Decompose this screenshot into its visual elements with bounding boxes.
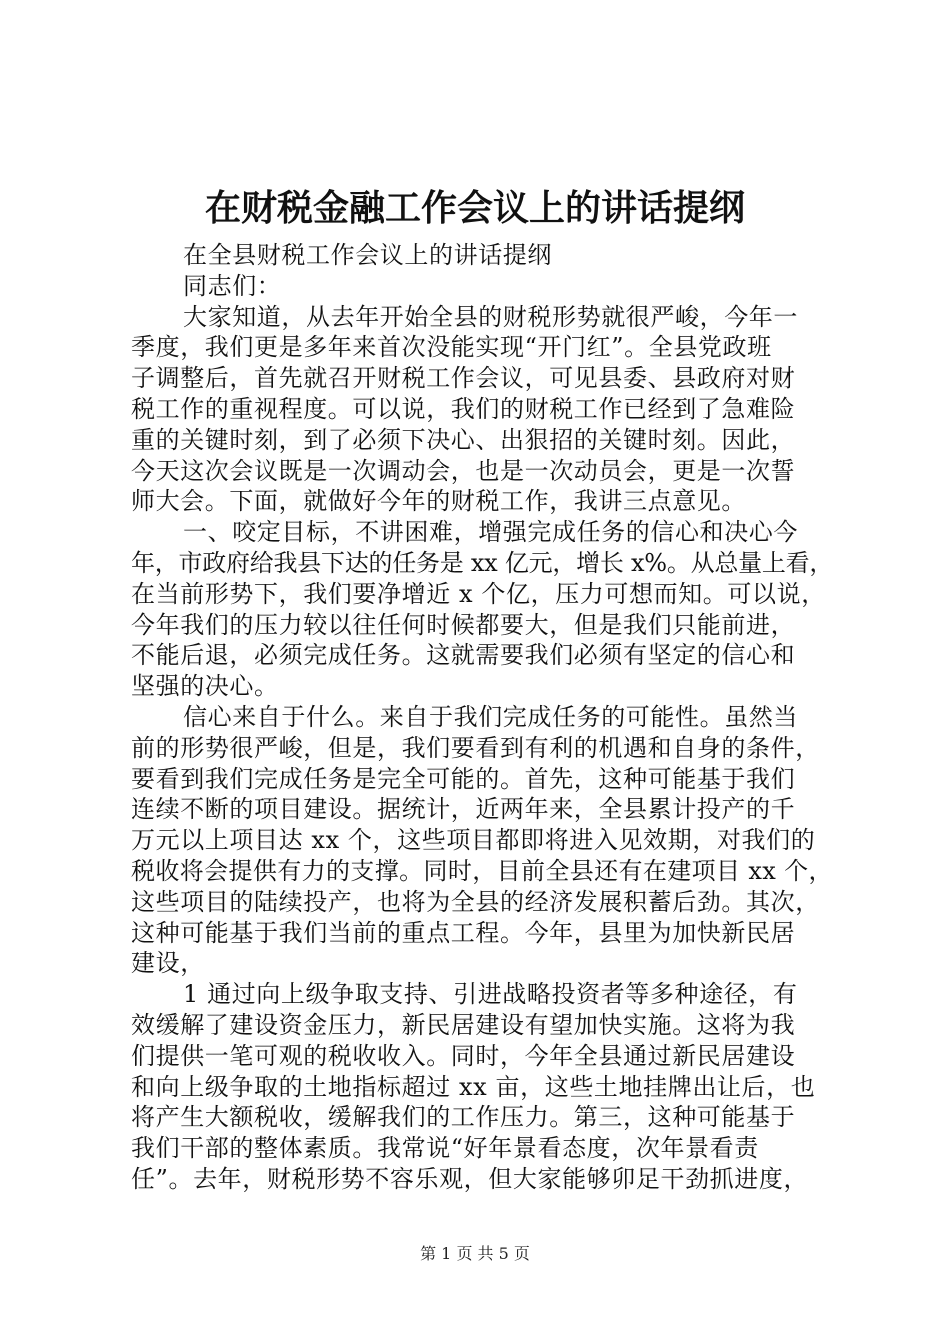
body-line: 在当前形势下，我们要净增近 x 个亿，压力可想而知。可以说， (131, 579, 826, 608)
body-line: 们提供一笔可观的税收收入。同时，今年全县通过新民居建设 (131, 1041, 796, 1070)
page-footer: 第 1 页 共 5 页 (420, 1244, 530, 1263)
body-line: 今天这次会议既是一次调动会，也是一次动员会，更是一次誓 (131, 456, 796, 485)
body-line: 前的形势很严峻，但是，我们要看到有利的机遇和自身的条件， (131, 733, 820, 762)
body-line: 连续不断的项目建设。据统计，近两年来，全县累计投产的千 (131, 795, 796, 824)
body-line: 税收将会提供有力的支撑。同时，目前全县还有在建项目 xx 个， (131, 856, 833, 885)
body-line: 季度，我们更是多年来首次没能实现“开门红”。全县党政班 (131, 333, 772, 362)
body-line: 任”。去年，财税形势不容乐观，但大家能够卯足干劲抓进度， (131, 1164, 809, 1193)
body-line: 师大会。下面，就做好今年的财税工作，我讲三点意见。 (131, 487, 746, 516)
body-line: 年，市政府给我县下达的任务是 xx 亿元，增长 x%。从总量上看， (131, 548, 834, 577)
body-line: 效缓解了建设资金压力，新民居建设有望加快实施。这将为我 (131, 1010, 796, 1039)
body-line: 税工作的重视程度。可以说，我们的财税工作已经到了急难险 (131, 394, 796, 423)
body-line: 这些项目的陆续投产，也将为全县的经济发展积蓄后劲。其次， (131, 887, 820, 916)
document-title: 在财税金融工作会议上的讲话提纲 (204, 187, 745, 229)
body-line: 一、咬定目标，不讲困难，增强完成任务的信心和决心今 (183, 518, 798, 547)
body-line: 将产生大额税收，缓解我们的工作压力。第三，这种可能基于 (131, 1103, 796, 1132)
body-line: 信心来自于什么。来自于我们完成任务的可能性。虽然当 (183, 702, 798, 731)
body-line: 今年我们的压力较以往任何时候都要大，但是我们只能前进， (131, 610, 796, 639)
body-line: 1 通过向上级争取支持、引进战略投资者等多种途径，有 (183, 980, 798, 1009)
body-line: 坚强的决心。 (131, 672, 279, 701)
body-line: 和向上级争取的土地指标超过 xx 亩，这些土地挂牌出让后，也 (131, 1072, 816, 1101)
body-line: 大家知道，从去年开始全县的财税形势就很严峻，今年一 (183, 302, 798, 331)
body-line: 这种可能基于我们当前的重点工程。今年，县里为加快新民居 (131, 918, 796, 947)
body-line: 同志们： (183, 271, 282, 300)
body-line: 子调整后，首先就召开财税工作会议，可见县委、县政府对财 (131, 364, 796, 393)
body-line: 重的关键时刻，到了必须下决心、出狠招的关键时刻。因此， (131, 425, 796, 454)
body-line: 建设， (131, 949, 205, 978)
body-line: 不能后退，必须完成任务。这就需要我们必须有坚定的信心和 (131, 641, 796, 670)
document-body (131, 240, 833, 1195)
body-line: 在全县财税工作会议上的讲话提纲 (183, 241, 552, 269)
body-line: 我们干部的整体素质。我常说“好年景看态度，次年景看责 (131, 1134, 759, 1163)
body-line: 要看到我们完成任务是完全可能的。首先，这种可能基于我们 (131, 764, 796, 793)
body-line: 万元以上项目达 xx 个，这些项目都即将进入见效期，对我们的 (131, 826, 816, 855)
